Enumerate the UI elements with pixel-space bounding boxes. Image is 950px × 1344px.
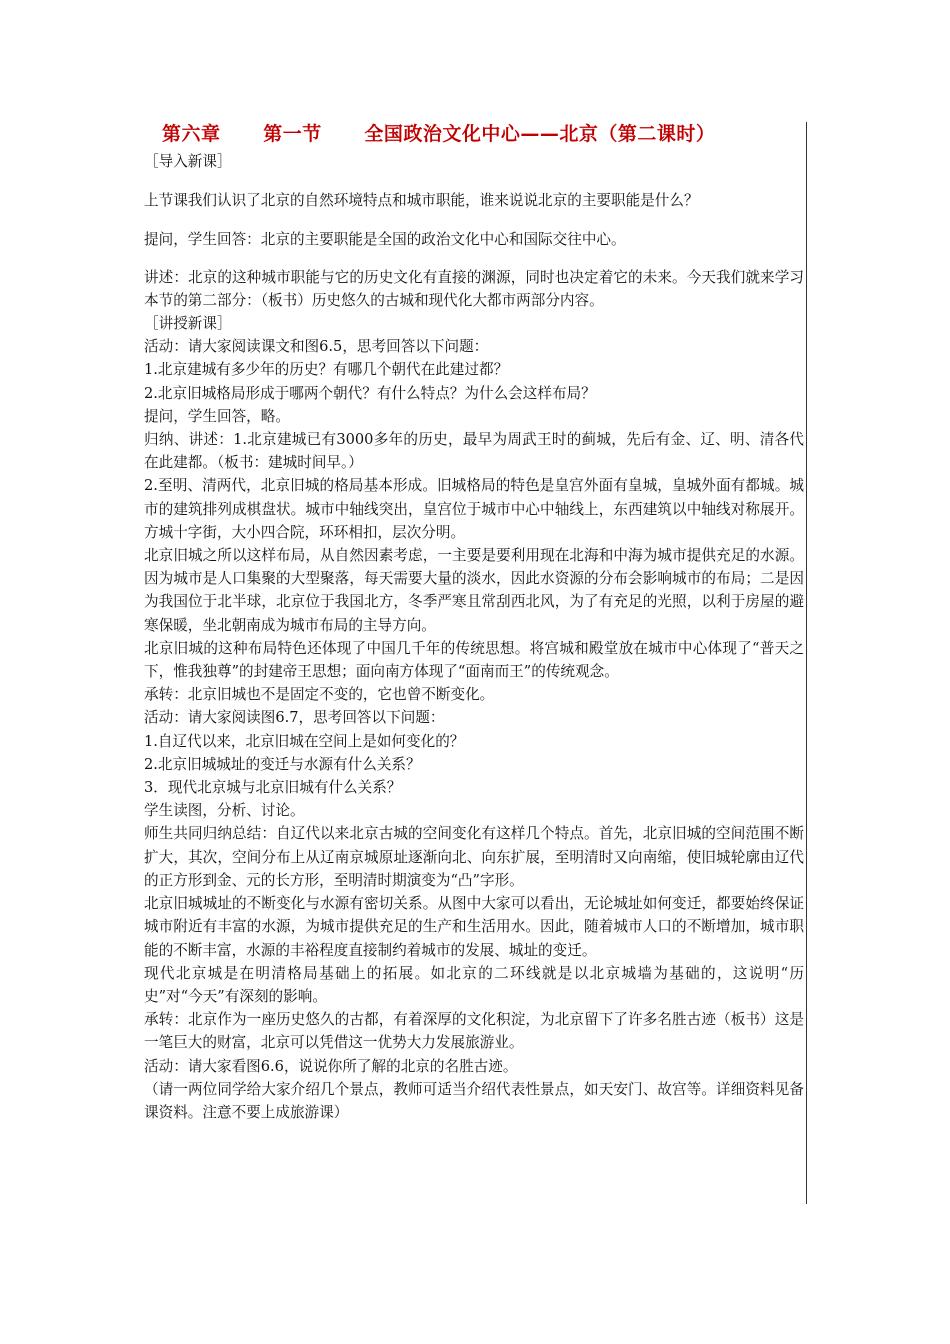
lesson-body bbox=[144, 150, 804, 1124]
question-item: 1.北京建城有多少年的历史？有哪几个朝代在此建过都？ bbox=[144, 361, 509, 379]
lesson-title: 第六章 第一节 全国政治文化中心——北京（第二课时） bbox=[162, 123, 716, 145]
question-item: 1.自辽代以来，北京旧城在空间上是如何变化的？ bbox=[144, 732, 465, 750]
paragraph: 2.至明、清两代，北京旧城的格局基本形成。旧城格局的特色是皇宫外面有皇城，皇城外面有都城。城市的建筑排列成棋盘状。城市中轴线突出，皇宫位于城市中心中轴线上，东西建筑以中轴线对称展开。方城十字街，大小四合院，环环相扣，层次分明。 bbox=[144, 477, 804, 541]
paragraph: 北京旧城之所以这样布局，从自然因素考虑，一主要是要利用现在北海和中海为城市提供充足的水源。因为城市是人口集聚的大型聚落，每天需要大量的淡水，因此水资源的分布会影响城市的布局；二是因为我国位于北半球，北京位于我国北方，冬季严寒且常刮西北风，为了有充足的光照，以利于房屋的避寒保暖，坐北朝南成为城市布局的主导方向。 bbox=[144, 547, 804, 634]
paragraph: 活动：请大家阅读课文和图6.5，思考回答以下问题： bbox=[144, 338, 489, 356]
paragraph: 讲述：北京的这种城市职能与它的历史文化有直接的渊源，同时也决定着它的未来。今天我们就来学习本节的第二部分：（板书）历史悠久的古城和现代化大都市两部分内容。 bbox=[144, 268, 804, 309]
paragraph: （请一两位同学给大家介绍几个景点，教师可适当介绍代表性景点，如天安门、故宫等。详细资料见备课资料。注意不要上成旅游课） bbox=[144, 1080, 804, 1121]
paragraph: 师生共同归纳总结：自辽代以来北京古城的空间变化有这样几个特点。首先，北京旧城的空间范围不断扩大，其次，空间分布上从辽南京城原址逐渐向北、向东扩展，至明清时又向南缩，使旧城轮廓由辽代的正方形到金、元的长方形，至明清时期演变为“凸”字形。 bbox=[144, 825, 804, 889]
paragraph: 承转：北京作为一座历史悠久的古都，有着深厚的文化积淀，为北京留下了许多名胜古迹（板书）这是一笔巨大的财富，北京可以凭借这一优势大力发展旅游业。 bbox=[144, 1011, 804, 1052]
paragraph: 现代北京城是在明清格局基础上的拓展。如北京的二环线就是以北京城墙为基础的，这说明“历史”对“今天”有深刻的影响。 bbox=[144, 964, 804, 1005]
paragraph: 提问，学生回答：北京的主要职能是全国的政治文化中心和国际交往中心。 bbox=[144, 231, 626, 249]
paragraph: 提问，学生回答，略。 bbox=[144, 407, 290, 425]
paragraph: 活动：请大家阅读图6.7，思考回答以下问题： bbox=[144, 709, 445, 727]
section-heading-intro: ［导入新课］ bbox=[144, 153, 232, 170]
paragraph: 承转：北京旧城也不是固定不变的，它也曾不断变化。 bbox=[144, 686, 495, 704]
paragraph: 活动：请大家看图6.6，说说你所了解的北京的名胜古迹。 bbox=[144, 1057, 518, 1075]
right-margin-rule bbox=[806, 122, 807, 1204]
paragraph: 北京旧城的这种布局特色还体现了中国几千年的传统思想。将宫城和殿堂放在城市中心体现了“普天之下，惟我独尊”的封建帝王思想；面向南方体现了“面南而王”的传统观念。 bbox=[144, 639, 804, 681]
question-item: 2.北京旧城城址的变迁与水源有什么关系？ bbox=[144, 755, 421, 773]
paragraph: 学生读图，分析、讨论。 bbox=[144, 802, 305, 820]
section-heading-new-lesson: ［讲授新课］ bbox=[144, 315, 232, 333]
paragraph: 上节课我们认识了北京的自然环境特点和城市职能，谁来说说北京的主要职能是什么？ bbox=[144, 192, 699, 210]
paragraph: 北京旧城城址的不断变化与水源有密切关系。从图中大家可以看出，无论城址如何变迁，都要始终保证城市附近有丰富的水源，为城市提供充足的生产和生活用水。因此，随着城市人口的不断增加，城市职能的不断丰富，水源的丰裕程度直接制约着城市的发展、城址的变迁。 bbox=[144, 895, 804, 959]
question-item: 3．现代北京城与北京旧城有什么关系？ bbox=[144, 779, 402, 797]
paragraph: 归纳、讲述：1.北京建城已有3000多年的历史，最早为周武王时的蓟城，先后有金、辽、明、清各代在此建都。（板书：建城时间早。） bbox=[144, 431, 804, 472]
question-item: 2.北京旧城格局形成于哪两个朝代？有什么特点？为什么会这样布局？ bbox=[144, 384, 596, 402]
